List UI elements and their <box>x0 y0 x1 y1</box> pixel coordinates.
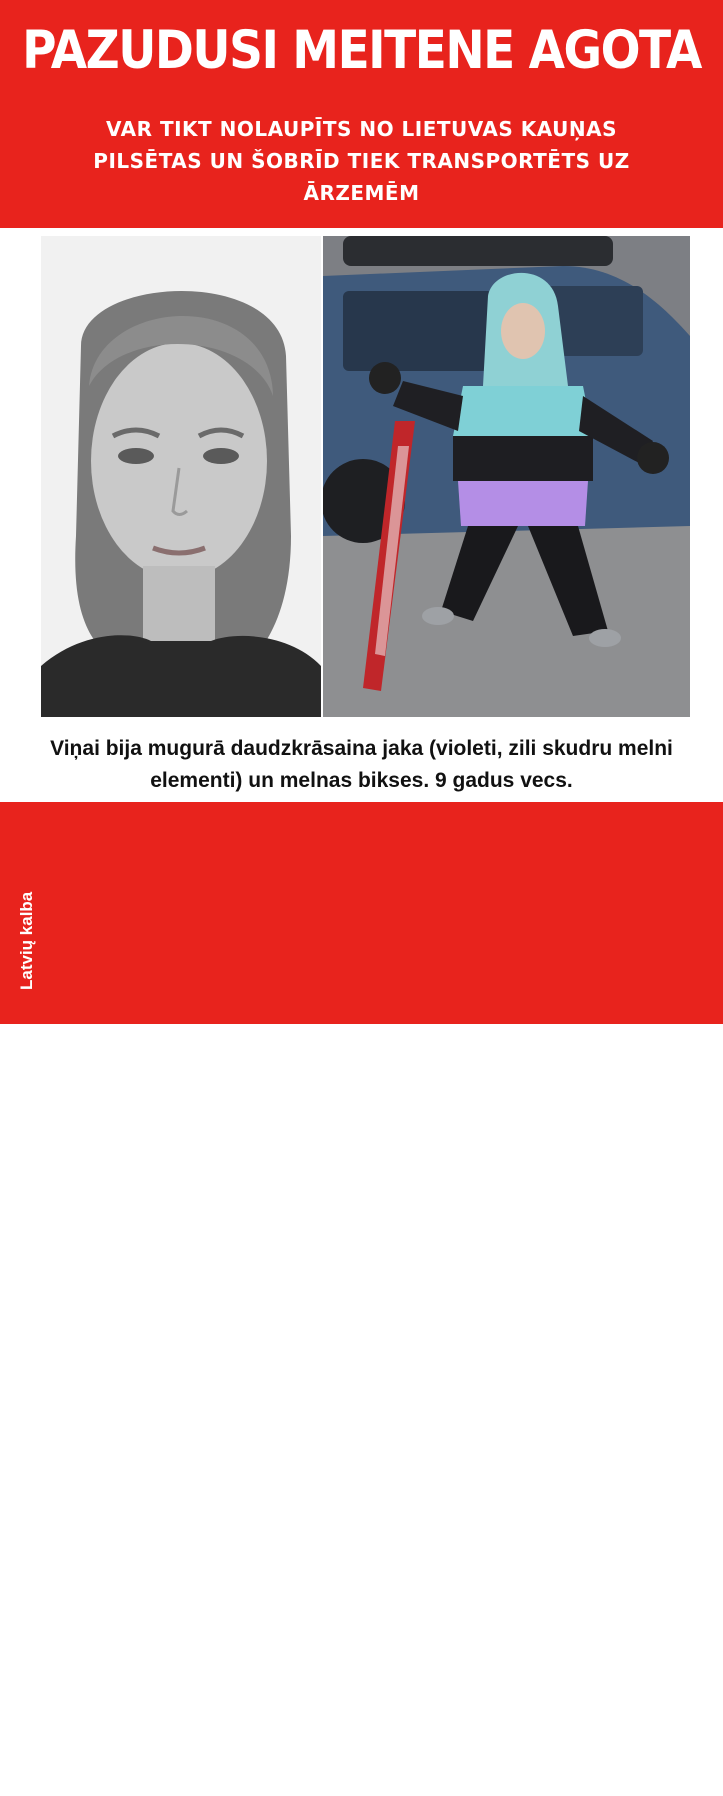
language-label: Latvių kalba <box>17 891 36 990</box>
contact-instruction: JA JUMS IR KĀDA INFORMĀCIJA, LŪDZU, SAZINIETIES AR SAVAS PILSĒTAS POLICIJU VAI LIETUVAS POLICIJU <box>58 1626 682 1675</box>
portrait-photo-icon <box>41 236 321 717</box>
phone-number: +37070060600 <box>48 1692 702 1790</box>
ski-photo <box>323 236 690 717</box>
ski-photo-icon <box>323 236 690 717</box>
poster-headline: PAZUDUSI MEITENE AGOTA <box>22 20 701 82</box>
portrait-photo <box>41 236 321 717</box>
poster-subheadline: VAR TIKT NOLAUPĪTS NO LIETUVAS KAUŅAS PILSĒTAS UN ŠOBRĪD TIEK TRANSPORTĒTS UZ ĀRZEMĒM <box>93 117 630 205</box>
header-band <box>0 0 723 228</box>
clothing-description: Viņai bija mugurā daudzkrāsaina jaka (violeti, zili skudru melni elementi) un melnas bikses. 9 gadus vecs. <box>50 737 673 792</box>
footer-band <box>0 802 723 1790</box>
